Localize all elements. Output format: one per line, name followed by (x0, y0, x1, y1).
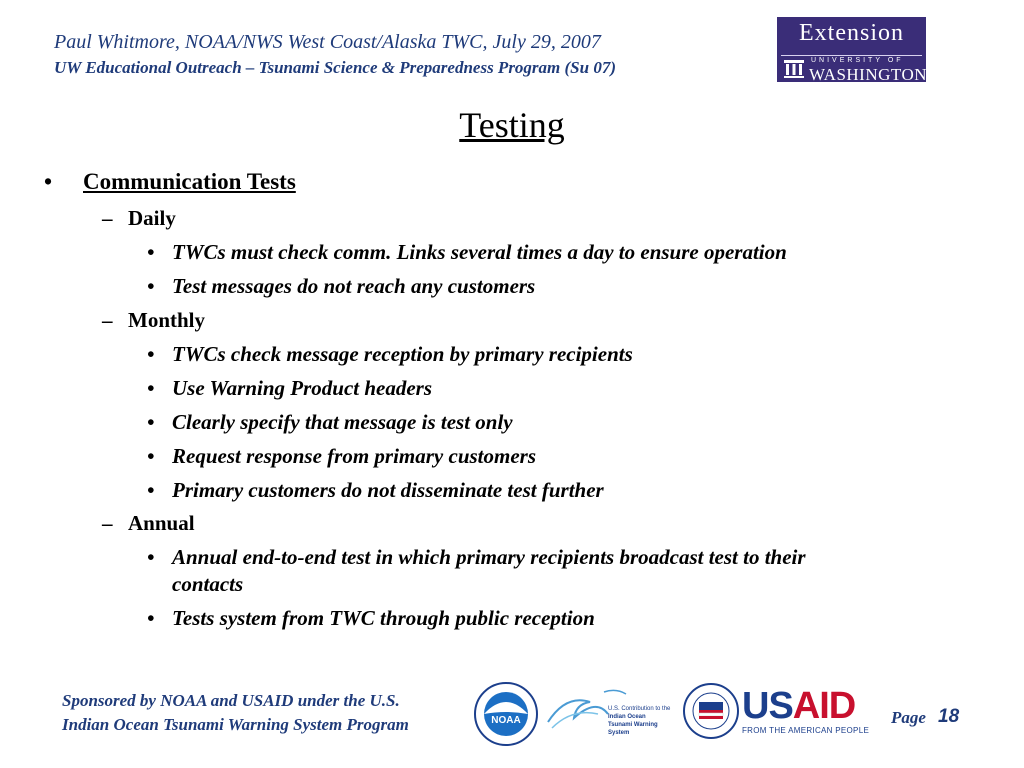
bullet-icon: • (147, 478, 155, 502)
uw-extension-label: Extension (799, 20, 904, 46)
page-number: 18 (938, 706, 960, 727)
bullet-icon: • (147, 410, 155, 434)
bullet-icon: • (147, 342, 155, 366)
header-presenter-line: Paul Whitmore, NOAA/NWS West Coast/Alaska TWC, July 29, 2007 (54, 31, 601, 53)
subsection-annual (102, 511, 195, 536)
bullet-icon: • (147, 606, 155, 630)
list-item-text: Clearly specify that message is test only (172, 410, 513, 434)
list-item-continuation: contacts (172, 572, 244, 596)
section-label: Communication Tests (83, 169, 296, 194)
subsection-label: Annual (128, 511, 195, 535)
dash-icon: – (102, 206, 113, 230)
list-item (147, 342, 633, 367)
sponsor-line-1: Sponsored by NOAA and USAID under the U.S. (62, 691, 400, 710)
iotws-text-3: Tsunami Warning (608, 722, 658, 728)
sponsor-line-2: Indian Ocean Tsunami Warning System Program (62, 715, 409, 734)
dash-icon: – (102, 511, 113, 535)
list-item-text: Use Warning Product headers (172, 376, 433, 400)
subsection-label: Monthly (128, 308, 206, 332)
subsection-daily (102, 206, 176, 231)
noaa-logo-icon (474, 682, 538, 746)
list-item (147, 444, 536, 469)
bullet-icon: • (147, 444, 155, 468)
slide-title: Testing (459, 105, 565, 145)
iotws-wave-logo-icon (546, 684, 678, 744)
bullet-icon: • (44, 169, 53, 194)
subsection-monthly (102, 308, 205, 333)
logo-divider (781, 55, 922, 56)
header-program-line: UW Educational Outreach – Tsunami Science & Preparedness Program (Su 07) (54, 58, 617, 77)
page-label: Page (891, 708, 926, 727)
usaid-tagline: FROM THE AMERICAN PEOPLE (742, 726, 870, 735)
list-item (147, 478, 604, 503)
iotws-text-1: U.S. Contribution to the (608, 706, 671, 712)
list-item-text: TWCs check message reception by primary recipients (172, 342, 633, 366)
uw-extension-logo (777, 17, 926, 82)
uw-washington-label: WASHINGTON (809, 65, 928, 84)
noaa-logo-text: NOAA (491, 715, 521, 726)
iotws-text-2: Indian Ocean (608, 714, 646, 720)
list-item (147, 606, 595, 631)
dash-icon: – (102, 308, 113, 332)
usaid-seal-icon (683, 682, 739, 740)
bullet-icon: • (147, 545, 155, 569)
section-item (44, 169, 296, 195)
bullet-icon: • (147, 376, 155, 400)
list-item-text: Annual end-to-end test in which primary recipients broadcast test to their (172, 545, 806, 569)
bullet-icon: • (147, 274, 155, 298)
list-item (147, 410, 513, 435)
list-item (147, 274, 535, 299)
list-item-text: Request response from primary customers (172, 444, 537, 468)
list-item-text: Primary customers do not disseminate test further (172, 478, 604, 502)
list-item-text: Tests system from TWC through public reception (172, 606, 595, 630)
usaid-logo: USAID FROM THE AMERICAN PEOPLE (742, 685, 870, 735)
list-item (147, 376, 432, 401)
uw-pillar-icon (783, 59, 805, 79)
list-item-text: Test messages do not reach any customers (172, 274, 536, 298)
uw-university-label: UNIVERSITY OF (811, 57, 904, 64)
list-item (147, 240, 787, 265)
footer-sponsor (62, 689, 409, 737)
subsection-label: Daily (128, 206, 176, 230)
list-item-text: TWCs must check comm. Links several times a day to ensure operation (172, 240, 787, 264)
iotws-text-4: System (608, 730, 630, 736)
bullet-icon: • (147, 240, 155, 264)
list-item (147, 545, 806, 570)
